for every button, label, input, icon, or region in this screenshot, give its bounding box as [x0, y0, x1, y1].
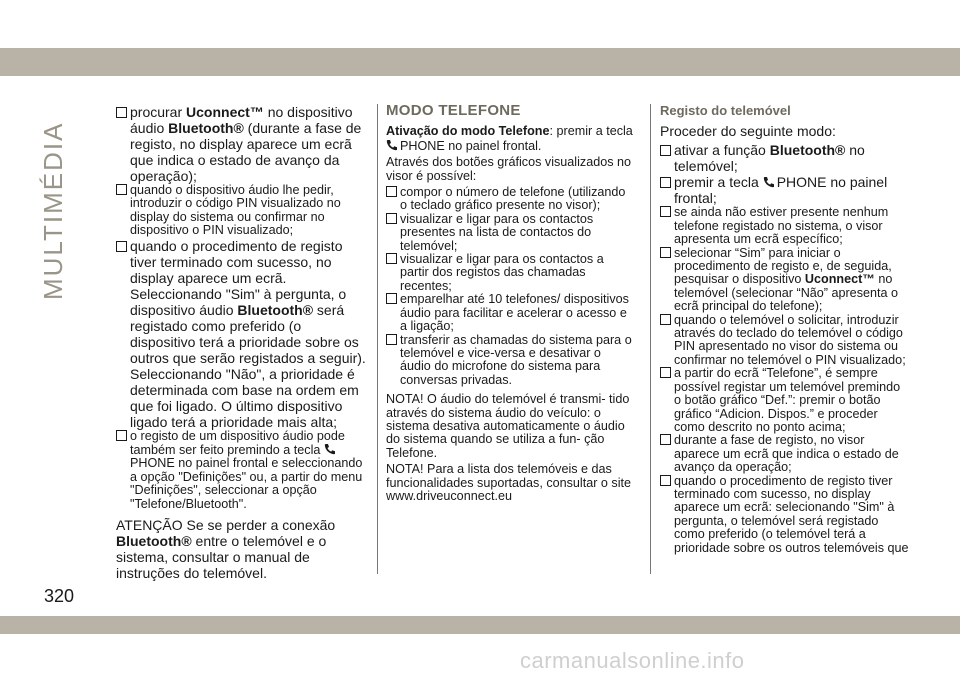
activation-text: Ativação do modo Telefone: premir a tecla PHONE no painel frontal.: [386, 124, 633, 153]
list-item: visualizar e ligar para os contactos presentes na lista de contactos do telemóvel;: [386, 213, 634, 253]
list-item: transferir as chamadas do sistema para o telemóvel e vice-versa e desativar o áudio do microfone do sistema para conversas privadas.: [386, 334, 634, 388]
list-item: se ainda não estiver presente nenhum telefone registado no sistema, o visor apresenta um ecrã específico;: [660, 206, 910, 246]
column-2: [386, 104, 634, 506]
intro-text: Proceder do seguinte modo:: [660, 123, 836, 140]
column-3: [660, 104, 910, 555]
watermark: carmanualsonline.info: [520, 648, 745, 673]
column-divider: [650, 104, 651, 574]
list-item: quando o procedimento de registo tiver terminado com sucesso, no display aparece um ecrã: selecionando "Sim" à pergunta, o telemóvel será registado como preferido (o telemóvel terá a prioridade sobre os outros telemóveis que: [660, 475, 910, 555]
checkbox-bullet-icon: [386, 213, 397, 224]
checkbox-bullet-icon: [660, 177, 671, 188]
intro-text: Através dos botões gráficos visualizados no visor é possível:: [386, 155, 632, 183]
section-heading: MODO TELEFONE: [386, 102, 521, 119]
list-item: emparelhar até 10 telefones/ dispositivos áudio para facilitar e acelerar o acesso e a ligação;: [386, 293, 634, 333]
phone-icon: [324, 443, 336, 455]
top-margin: [0, 0, 960, 50]
checkbox-bullet-icon: [386, 253, 397, 264]
list-item: durante a fase de registo, no visor aparece um ecrã que indica o estado de avanço da operação;: [660, 434, 910, 474]
checkbox-bullet-icon: [660, 314, 671, 325]
checkbox-bullet-icon: [116, 430, 127, 441]
footer-area: [0, 634, 960, 678]
section-heading: Registo do telemóvel: [660, 103, 791, 118]
checkbox-bullet-icon: [386, 334, 397, 345]
list-item: o registo de um dispositivo áudio pode também ser feito premindo a tecla PHONE no painel frontal e seleccionando a opção "Definições" ou, a partir do menu "Definições", seleccionar a opção "Telefone/Bluetooth".: [116, 430, 366, 511]
phone-icon: [386, 139, 398, 151]
list-item: selecionar “Sim” para iniciar o procedimento de registo e, de seguida, pesquisar o dispositivo Uconnect™ no telemóvel (selecionar “Não” apresenta o ecrã principal do telefone);: [660, 247, 910, 314]
checkbox-bullet-icon: [660, 475, 671, 486]
section-label: MULTIMÉDIA: [38, 121, 68, 300]
column-1: [116, 104, 366, 584]
attention-note: ATENÇÃO Se se perder a conexão Bluetooth® entre o telemóvel e o sistema, consultar o manual de instruções do telemóvel.: [116, 517, 336, 582]
phone-icon: [763, 176, 775, 188]
list-item: visualizar e ligar para os contactos a partir dos registos das chamadas recentes;: [386, 253, 634, 293]
column-divider: [377, 104, 378, 574]
list-item: premir a tecla PHONE no painel frontal;: [660, 174, 910, 206]
list-item: procurar Uconnect™ no dispositivo áudio Bluetooth® (durante a fase de registo, no display aparece um ecrã que indica o estado de avanço da operação);: [116, 104, 366, 184]
list-item: compor o número de telefone (utilizando o teclado gráfico presente no visor);: [386, 186, 634, 213]
checkbox-bullet-icon: [116, 107, 127, 118]
list-item: a partir do ecrã “Telefone”, é sempre possível registar um telemóvel premindo o botão gráfico “Def.”: premir o botão gráfico “Adicion. Dispos.” e proceder como descrito no ponto acima;: [660, 367, 910, 434]
list-item: quando o dispositivo áudio lhe pedir, introduzir o código PIN visualizado no display do sistema ou confirmar no dispositivo o PIN visualizado;: [116, 184, 366, 238]
checkbox-bullet-icon: [116, 184, 127, 195]
section-tab: [8, 100, 68, 300]
header-band: [0, 48, 960, 76]
footer-band: [0, 616, 960, 634]
note: NOTA! O áudio do telemóvel é transmi- tido através do sistema áudio do veículo: o sistema desativa automaticamente o áudio do sistema quando se utiliza a fun- ção Telefone.: [386, 392, 630, 460]
checkbox-bullet-icon: [660, 145, 671, 156]
checkbox-bullet-icon: [660, 206, 671, 217]
checkbox-bullet-icon: [116, 241, 127, 252]
checkbox-bullet-icon: [386, 293, 397, 304]
list-item: ativar a função Bluetooth® no telemóvel;: [660, 142, 910, 174]
checkbox-bullet-icon: [386, 186, 397, 197]
checkbox-bullet-icon: [660, 367, 671, 378]
checkbox-bullet-icon: [660, 247, 671, 258]
checkbox-bullet-icon: [660, 434, 671, 445]
list-item: quando o telemóvel o solicitar, introduzir através do teclado do telemóvel o código PIN apresentado no visor do sistema ou confirmar no telemóvel o PIN visualizado;: [660, 314, 910, 368]
page-number: 320: [44, 586, 75, 606]
list-item: quando o procedimento de registo tiver terminado com sucesso, no display aparece um ecrã. Seleccionando "Sim" à pergunta, o dispositivo áudio Bluetooth® será registado como preferido (o dispositivo terá a prioridade sobre os outros que serão registados a seguir). Seleccionando "Não", a prioridade é determinada com base na ordem em que foi ligado. O último dispositivo ligado terá a prioridade mais alta;: [116, 238, 366, 430]
note: NOTA! Para a lista dos telemóveis e das funcionalidades suportadas, consultar o site www.driveuconnect.eu: [386, 462, 632, 503]
